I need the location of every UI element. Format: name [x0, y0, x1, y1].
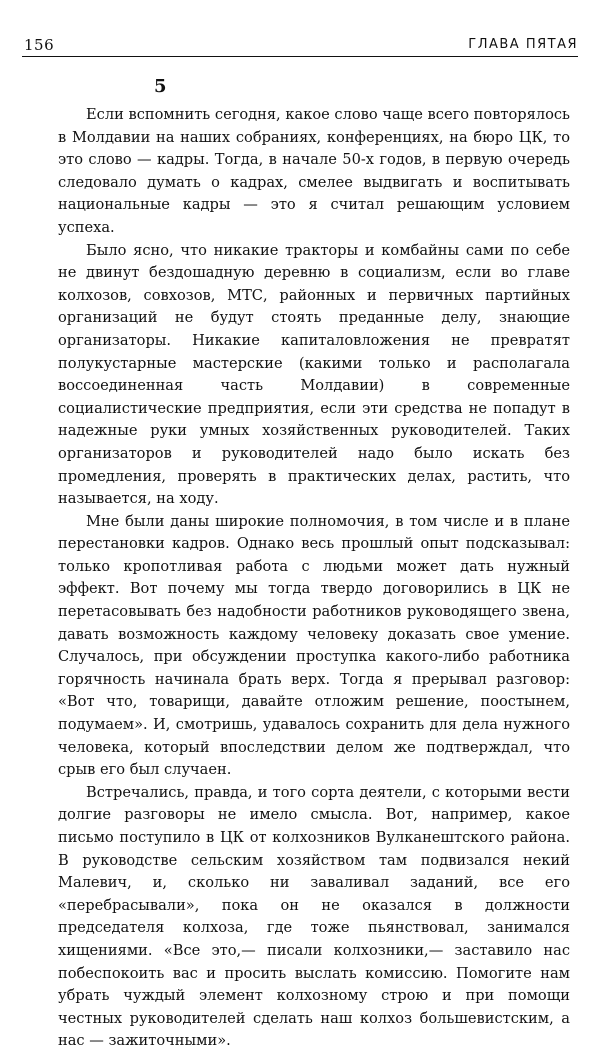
- page-number: 156: [24, 36, 55, 54]
- paragraph: Встречались, правда, и того сорта деятели, с которыми вести долгие разговоры не имело смысла. Вот, например, какое письмо поступило в ЦК от колхозников Вулканештского района. В руководстве сельским хозяйством там подвизался некий Малевич, и, сколько ни заваливал заданий, все его «перебрасывали», пока он не оказался в должности председателя колхоза, где тоже пьянствовал, занимался хищениями. «Все это,— писали колхозники,— заставило нас побеспокоить вас и просить выслать комиссию. Помогите нам убрать чуждый элемент колхозному строю и при помощи честных руководителей сделать наш колхоз большевистским, а нас — зажиточными».: [58, 783, 570, 1050]
- paragraph: Мне были даны широкие полномочия, в том числе и в плане перестановки кадров. Однако весь прошлый опыт подсказывал: только кропотливая работа с людьми может дать нужный эффект. Вот почему мы тогда твердо договорились в ЦК не перетасовывать без надобности работников руководящего звена, давать возможность каждому человеку доказать свое умение. Случалось, при обсуждении проступка какого-либо работника горячность начинала брать верх. Тогда я прерывал разговор: «Вот что, товарищи, давайте отложим решение, поостынем, подумаем». И, смотришь, удавалось сохранить для дела нужного человека, который впоследствии делом же подтверждал, что срыв его был случаен.: [58, 512, 570, 779]
- running-title: ГЛАВА ПЯТАЯ: [468, 37, 578, 52]
- paragraph: Было ясно, что никакие тракторы и комбайны сами по себе не двинут бездошадную деревню в социализм, если во главе колхозов, совхозов, МТС, районных и первичных партийных организаций не будут стоять преданные делу, знающие организаторы. Никакие капиталовложения не превратят полукустарные мастерские (какими только и располагала воссоединенная часть Молдавии) в современные социалистические предприятия, если эти средства не попадут в надежные руки умных хозяйственных руководителей. Таких организаторов и руководителей надо было искать без промедления, проверять в практических делах, растить, что называется, на ходу.: [58, 241, 570, 508]
- section-number: 5: [154, 76, 167, 97]
- body-text: [58, 104, 570, 1053]
- paragraph: Если вспомнить сегодня, какое слово чаще всего повторялось в Молдавии на наших собраниях, конференциях, на бюро ЦК, то это слово — кадры. Тогда, в начале 50-х годов, в первую очередь следовало думать о кадрах, смелее выдвигать и воспитывать национальные кадры — это я считал решающим условием успеха.: [58, 106, 570, 236]
- page-header: [22, 34, 578, 57]
